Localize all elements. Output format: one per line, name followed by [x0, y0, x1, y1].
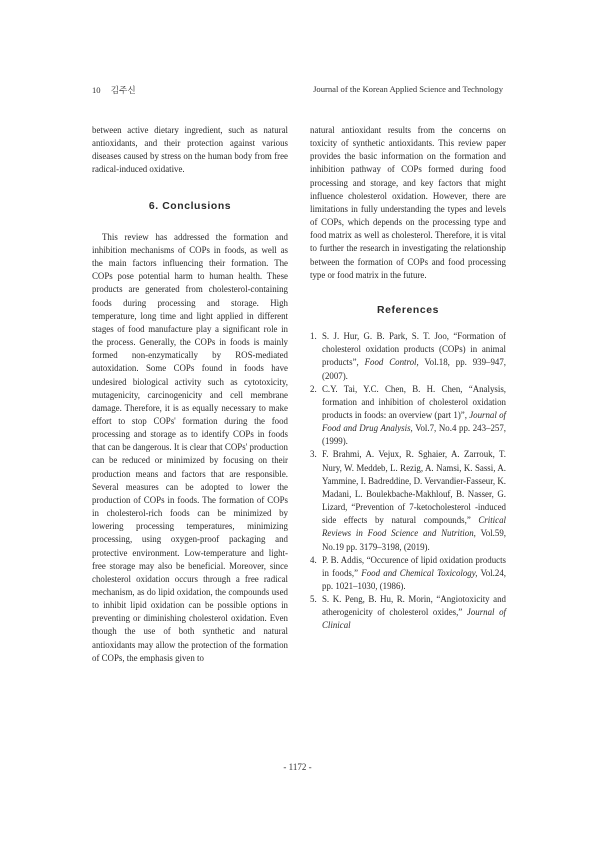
- reference-text: S. K. Peng, B. Hu, R. Morin, “Angiotoxicity and atherogenicity of cholesterol oxides,”: [322, 594, 506, 618]
- reference-details: Vol.59, No.19 pp. 3179–3198, (2019).: [322, 528, 506, 552]
- continuation-paragraph: natural antioxidant results from the concerns on toxicity of synthetic antioxidants. This review paper provides the basic information on the formation and inhibition pathway of COPs formed during food processing and storage, and key factors that might influence cholesterol oxidation. However, there are limitations in fully understanding the types and levels of COPs, which depends on the processing type and food matrix as well as cholesterol. Therefore, it is vital to further the research in investigating the relationship between the formation of COPs and food processing type or food matrix in the future.: [310, 125, 506, 280]
- continuation-paragraph: between active dietary ingredient, such as natural antioxidants, and their protection against various diseases caused by stress on the human body from free radical-induced oxidative.: [92, 125, 288, 175]
- reference-item: [310, 448, 506, 553]
- reference-text: S. J. Hur, G. B. Park, S. T. Joo, “Formation of cholesterol oxidation products (COPs) in animal products”,: [322, 331, 506, 368]
- reference-number: 4.: [310, 554, 317, 565]
- left-column: [92, 124, 288, 665]
- reference-number: 1.: [310, 331, 317, 342]
- reference-number: 2.: [310, 383, 317, 394]
- reference-journal: Journal of Clinical: [322, 607, 507, 631]
- running-header: [92, 84, 503, 98]
- reference-details: Vol.24, pp. 1021–1030, (1986).: [322, 567, 506, 591]
- reference-item: [310, 383, 506, 449]
- header-author: 김주신: [110, 85, 136, 95]
- reference-item: [310, 330, 506, 383]
- references-heading: References: [376, 304, 440, 316]
- reference-journal: Food Control,: [364, 357, 419, 368]
- conclusions-paragraph: This review has addressed the formation and inhibition mechanisms of COPs in foods, as well as the main factors influencing their formation. The COPs pose potential harm to human health. These products are generated from cholesterol-containing foods during processing and storage. High temperature, long time and light applied in different stages of food manufacture play a significant role in the process. Generally, the COPs in foods is mainly formed non-enzymatically by ROS-mediated autoxidation. Some COPs found in foods have undesired biological activity such as cytotoxicity, mutagenicity, carcinogenicity and cell membrane damage. Therefore, it is as equally necessary to make effort to stop COPs' formation during the food processing and storage as to identify COPs in foods that can be dangerous. It is clear that COPs' production can be reduced or minimized by focusing on their production means and factors that are responsible. Several measures can be adopted to lower the production of COPs in foods. The formation of COPs in cholesterol-rich foods can be minimized by lowering processing temperatures, minimizing processing, using oxygen-proof packaging and protective environment. Low-temperature and light-free storage may also be beneficial. Moreover, since cholesterol oxidation occurs through a free radical mechanism, as do lipid oxidation, the compounds used to inhibit lipid oxidation can be possible options in preventing or diminishing cholesterol oxidation. Even though the use of both synthetic and natural antioxidants may allow the protection of the formation of COPs, the emphasis given to: [92, 231, 288, 663]
- header-page-number: 10: [92, 85, 101, 95]
- reference-text: C.Y. Tai, Y.C. Chen, B. H. Chen, “Analysis, formation and inhibition of cholesterol oxidation products in foods: an overview (part 1)”,: [322, 383, 506, 420]
- reference-journal: Food and Chemical Toxicology,: [361, 567, 478, 578]
- reference-details: Vol.18, pp. 939–947, (2007).: [322, 357, 507, 381]
- reference-text: F. Brahmi, A. Vejux, R. Sghaier, A. Zarrouk, T. Nury, W. Meddeb, L. Rezig, A. Namsi, K. Sassi, A. Yammine, I. Badreddine, D. Vervandier-Fasseur, K. Madani, L. Boulekbache-Makhlouf, B. Nasser, G. Lizard, “Prevention of 7-ketocholesterol -induced side effects by natural compounds,”: [322, 449, 506, 526]
- conclusions-heading: 6. Conclusions: [148, 200, 232, 212]
- right-column: [310, 124, 506, 633]
- header-left: [92, 84, 136, 96]
- header-journal-title: Journal of the Korean Applied Science and Technology: [313, 84, 503, 94]
- reference-item: [310, 593, 506, 632]
- page-footer: - 1172 -: [283, 762, 312, 772]
- reference-text: P. B. Addis, “Occurence of lipid oxidation products in foods,”: [322, 554, 506, 578]
- reference-journal: Critical Reviews in Food Science and Nutrition,: [322, 515, 506, 539]
- reference-number: 3.: [310, 449, 317, 460]
- reference-item: [310, 554, 506, 593]
- reference-list: [310, 330, 506, 633]
- reference-details: Vol.7, No.4 pp. 243–257, (1999).: [322, 423, 507, 447]
- reference-number: 5.: [310, 594, 317, 605]
- reference-journal: Journal of Food and Drug Analysis,: [322, 409, 506, 434]
